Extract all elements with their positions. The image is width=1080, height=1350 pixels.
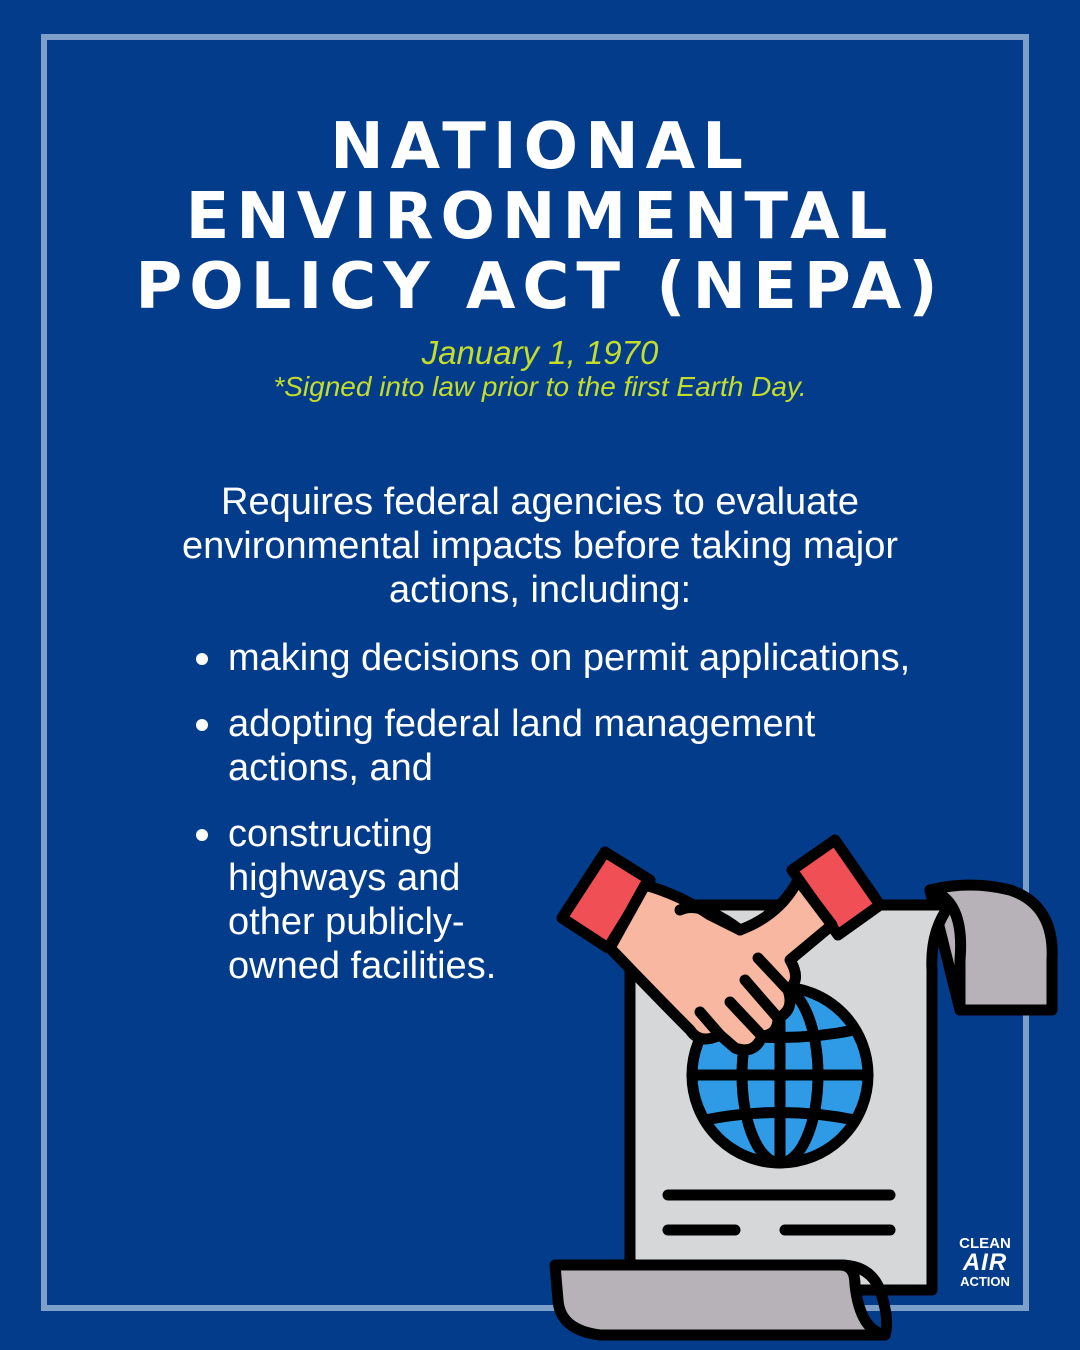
earth-day-note: *Signed into law prior to the first Earth Day. (273, 371, 807, 402)
title-line-1: NATIONAL (330, 110, 750, 184)
bullet-dot-icon (196, 653, 208, 665)
logo-line-2: AIR (962, 1249, 1008, 1276)
list-item-text: making decisions on permit applications, (228, 637, 911, 679)
clean-air-action-logo (950, 1236, 1020, 1289)
intro-text: Requires federal agencies to evaluate environmental impacts before taking major actions, including: (181, 481, 898, 611)
bullet-dot-icon (196, 829, 208, 841)
list-item (190, 636, 930, 680)
list-item (190, 702, 930, 790)
signing-date: January 1, 1970 (421, 334, 659, 371)
logo-line-3: ACTION (960, 1274, 1010, 1289)
list-item-text: constructing highways and other publicly-owned facilities. (228, 813, 497, 987)
title-line-2: ENVIRONMENTAL (185, 180, 895, 254)
logo-line-1: CLEAN (959, 1235, 1011, 1252)
bullet-dot-icon (196, 719, 208, 731)
title-line-3: POLICY ACT (NEPA) (135, 250, 945, 324)
list-item-text: adopting federal land management actions, and (228, 703, 816, 789)
page-title (80, 112, 1000, 322)
